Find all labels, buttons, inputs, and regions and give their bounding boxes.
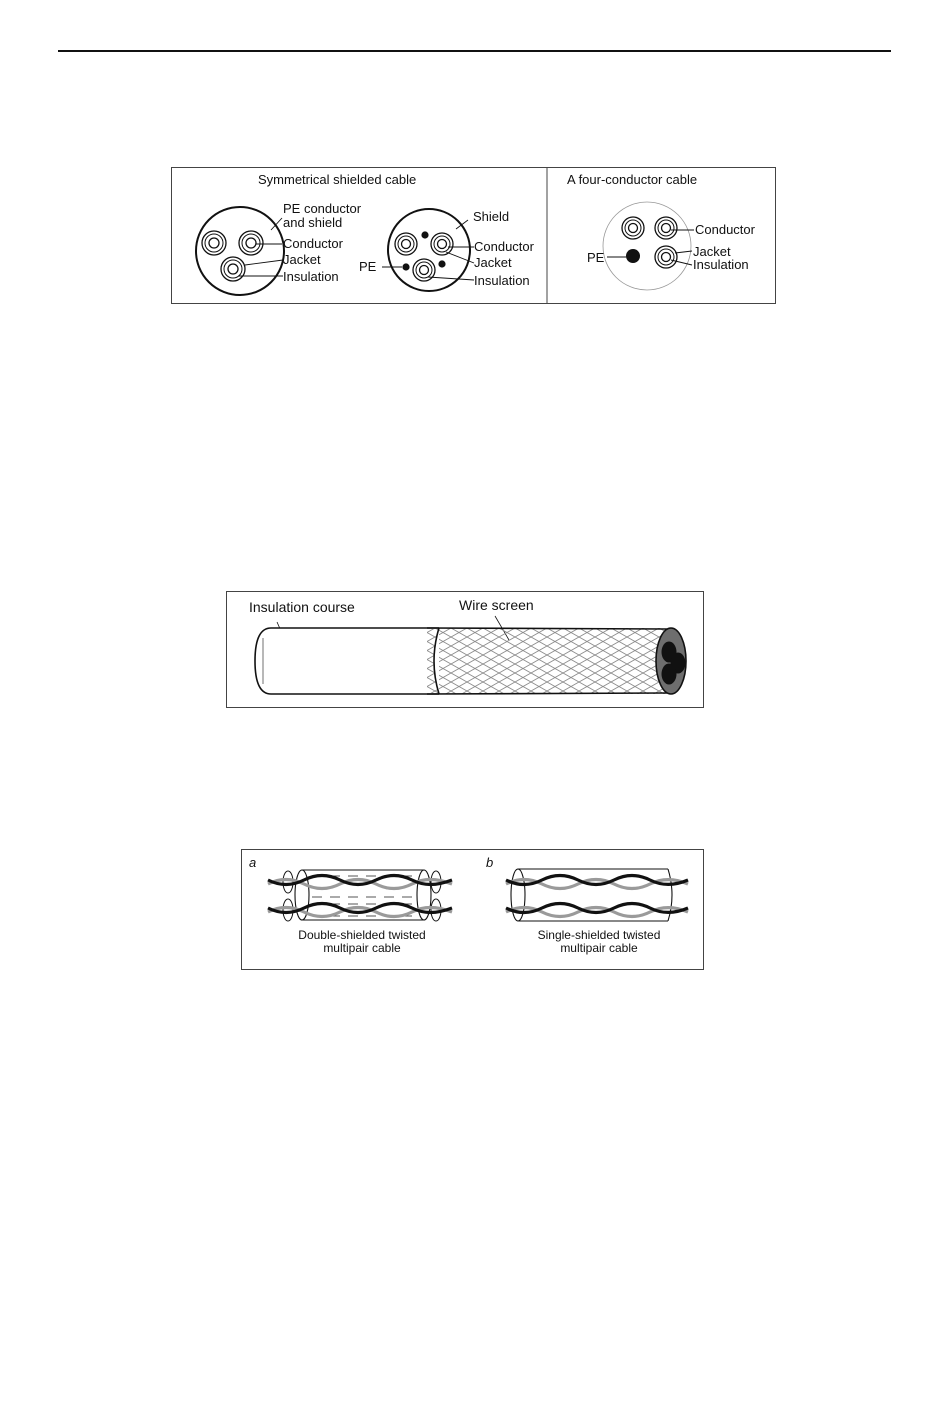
tag-b: b bbox=[486, 855, 494, 870]
cable-a-conductor-2 bbox=[239, 231, 263, 255]
cable-c-pe-label: PE bbox=[587, 250, 605, 265]
twisted-pair-diagram bbox=[242, 850, 703, 969]
cable-b-pe-label: PE bbox=[359, 259, 377, 274]
wire-screen-label: Wire screen bbox=[459, 597, 534, 613]
cable-b-pe-dot-1 bbox=[421, 231, 428, 238]
cable-types-diagram bbox=[172, 168, 775, 303]
twisted-pair-figure bbox=[241, 849, 704, 970]
cable-a-conductor-label: Conductor bbox=[283, 236, 343, 251]
cable-b-conductor-label: Conductor bbox=[474, 239, 534, 254]
cable-a-conductor-1 bbox=[202, 231, 226, 255]
cable-b-pe-dot-2 bbox=[402, 263, 409, 270]
symmetrical-cable-a bbox=[196, 207, 284, 295]
header-rule bbox=[58, 50, 891, 52]
core-3 bbox=[662, 664, 677, 685]
cable-c-conductor-1 bbox=[622, 217, 644, 239]
single-shielded-cable bbox=[506, 869, 688, 921]
insulation-course-body bbox=[255, 628, 439, 694]
caption-a-line-2: multipair cable bbox=[323, 941, 401, 955]
left-title: Symmetrical shielded cable bbox=[258, 172, 417, 187]
right-title: A four-conductor cable bbox=[567, 172, 698, 187]
cable-b-insulation-label: Insulation bbox=[474, 273, 530, 288]
caption-a-line-1: Double-shielded twisted bbox=[298, 928, 426, 942]
caption-b-line-2: multipair cable bbox=[560, 941, 638, 955]
cable-c-pe-conductor bbox=[626, 249, 640, 263]
cable-c-leader-lines bbox=[607, 230, 694, 265]
cable-a-conductor-3 bbox=[221, 257, 245, 281]
cable-end-cores bbox=[656, 628, 686, 694]
tag-a: a bbox=[249, 855, 257, 870]
cable-c-insulation-label: Insulation bbox=[693, 257, 749, 272]
cable-types-figure bbox=[171, 167, 776, 304]
cable-c-outer-sheath bbox=[603, 202, 691, 290]
double-shielded-cable bbox=[268, 870, 452, 921]
cable-c-conductor-2 bbox=[655, 217, 677, 239]
wire-screen-diagram bbox=[227, 592, 703, 707]
insulation-course-label: Insulation course bbox=[249, 599, 355, 615]
cable-c-jacket-label: Jacket bbox=[693, 244, 731, 259]
cable-a-insulation-label: Insulation bbox=[283, 269, 339, 284]
cable-a-jacket-label: Jacket bbox=[283, 252, 321, 267]
wire-screen-figure bbox=[226, 591, 704, 708]
cable-c-conductor-3 bbox=[655, 246, 677, 268]
cable-b-shield-label: Shield bbox=[473, 209, 510, 224]
cable-b-jacket-label: Jacket bbox=[474, 255, 512, 270]
cable-a-pe-shield-label-1: PE conductor bbox=[283, 201, 362, 216]
inner-shield-dashes bbox=[312, 876, 418, 916]
four-conductor-cable bbox=[603, 202, 694, 290]
cable-b-conductor-2 bbox=[431, 233, 453, 255]
caption-b-line-1: Single-shielded twisted bbox=[537, 928, 661, 942]
cable-c-conductor-label: Conductor bbox=[695, 222, 755, 237]
symmetrical-cable-b bbox=[382, 209, 474, 291]
cable-a-pe-shield-label-2: and shield bbox=[283, 215, 343, 230]
wire-screen-braid bbox=[427, 628, 667, 694]
cable-b-pe-dot-3 bbox=[438, 260, 445, 267]
cable-b-conductor-1 bbox=[395, 233, 417, 255]
cable-b-conductor-3 bbox=[413, 259, 435, 281]
